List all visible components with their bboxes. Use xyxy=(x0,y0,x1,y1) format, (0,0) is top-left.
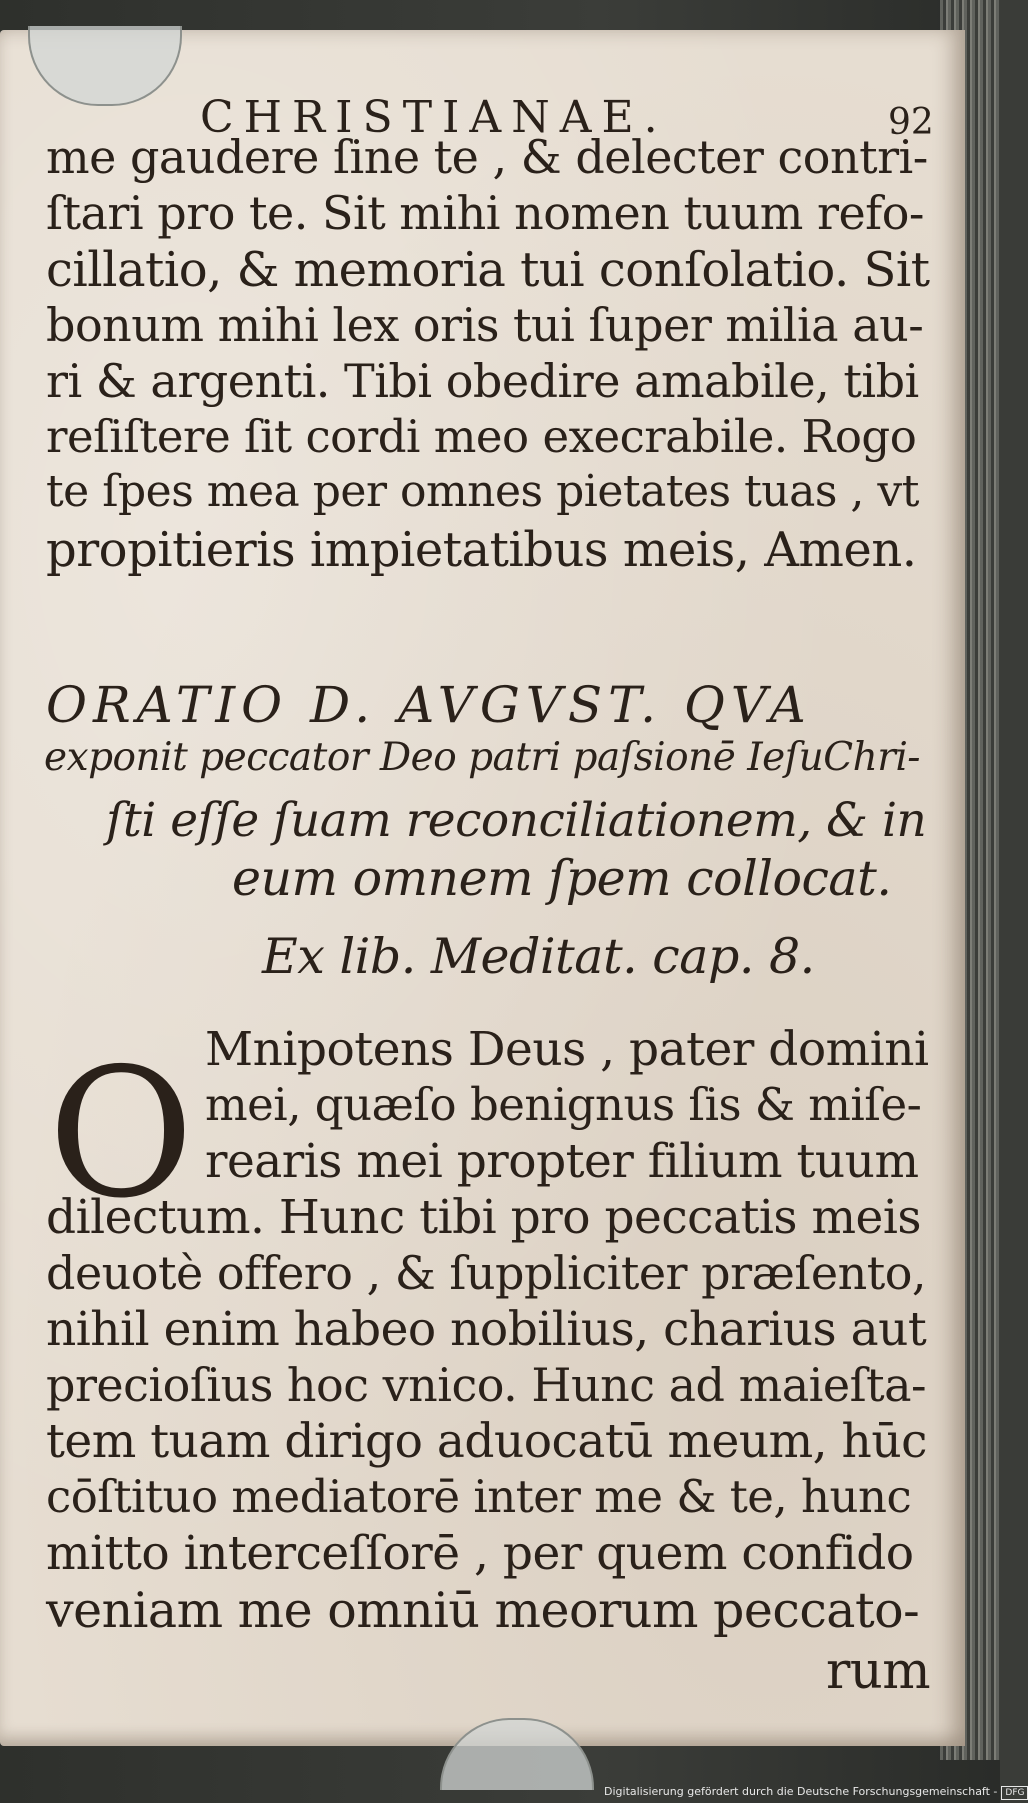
section-source: Ex lib. Meditat. cap. 8. xyxy=(262,928,815,985)
text-line: ſtari pro te. Sit mihi nomen tuum refo- xyxy=(46,186,924,240)
text-line: ri & argenti. Tibi obedire amabile, tibi xyxy=(46,354,919,408)
text-line: cōſtituo mediatorē inter me & te, hunc xyxy=(46,1470,912,1523)
text-line: tem tuam dirigo aduocatū meum, hūc xyxy=(46,1414,927,1469)
text-line: reſiſtere ſit cordi meo execrabile. Rogo xyxy=(46,410,917,463)
text-line: Mnipotens Deus , pater domini xyxy=(205,1022,929,1077)
drop-cap: O xyxy=(48,1030,194,1237)
dfg-logo: DFG xyxy=(1001,1786,1028,1800)
page-number: 92 xyxy=(888,102,934,143)
digitization-credit xyxy=(604,1785,1028,1800)
section-heading-title: ORATIO D. AVGVST. QVA xyxy=(46,676,812,734)
text-line: rearis mei propter filium tuum xyxy=(205,1134,919,1189)
text-line: propitieris impietatibus meis, Amen. xyxy=(46,522,917,578)
text-line: mei, quæſo benignus ſis & miſe- xyxy=(205,1078,922,1131)
section-heading-line: exponit peccator Deo patri paſsionē IeſuChri- xyxy=(44,735,920,780)
text-line: nihil enim habeo nobilius, charius aut xyxy=(46,1302,927,1357)
credit-text: Digitalisierung gefördert durch die Deutsche Forschungsgemeinschaft - xyxy=(604,1785,998,1798)
running-head: CHRISTIANAE. xyxy=(200,92,668,143)
text-line: cillatio, & memoria tui conſolatio. Sit xyxy=(46,242,930,298)
section-heading-line: ſti eſſe ſuam reconciliationem, & in xyxy=(106,793,927,848)
text-line: mitto interceſſorē , per quem confido xyxy=(46,1526,914,1581)
text-line: bonum mihi lex oris tui ſuper milia au- xyxy=(46,298,924,352)
text-line: te ſpes mea per omnes pietates tuas , vt xyxy=(46,466,919,517)
book-clip-bottom xyxy=(440,1718,594,1790)
text-line: deuotè offero , & ſuppliciter præſento, xyxy=(46,1246,927,1300)
book-clip-top xyxy=(28,26,182,106)
text-line: veniam me omniū meorum peccato- xyxy=(46,1582,920,1639)
section-heading-line: eum omnem ſpem collocat. xyxy=(232,850,892,907)
text-line: me gaudere ſine te , & delecter contri- xyxy=(46,130,928,184)
text-line: precioſius hoc vnico. Hunc ad maieſta- xyxy=(46,1358,927,1412)
catchword: rum xyxy=(826,1642,931,1701)
text-line: dilectum. Hunc tibi pro peccatis meis xyxy=(46,1190,922,1245)
book-page xyxy=(0,30,965,1746)
